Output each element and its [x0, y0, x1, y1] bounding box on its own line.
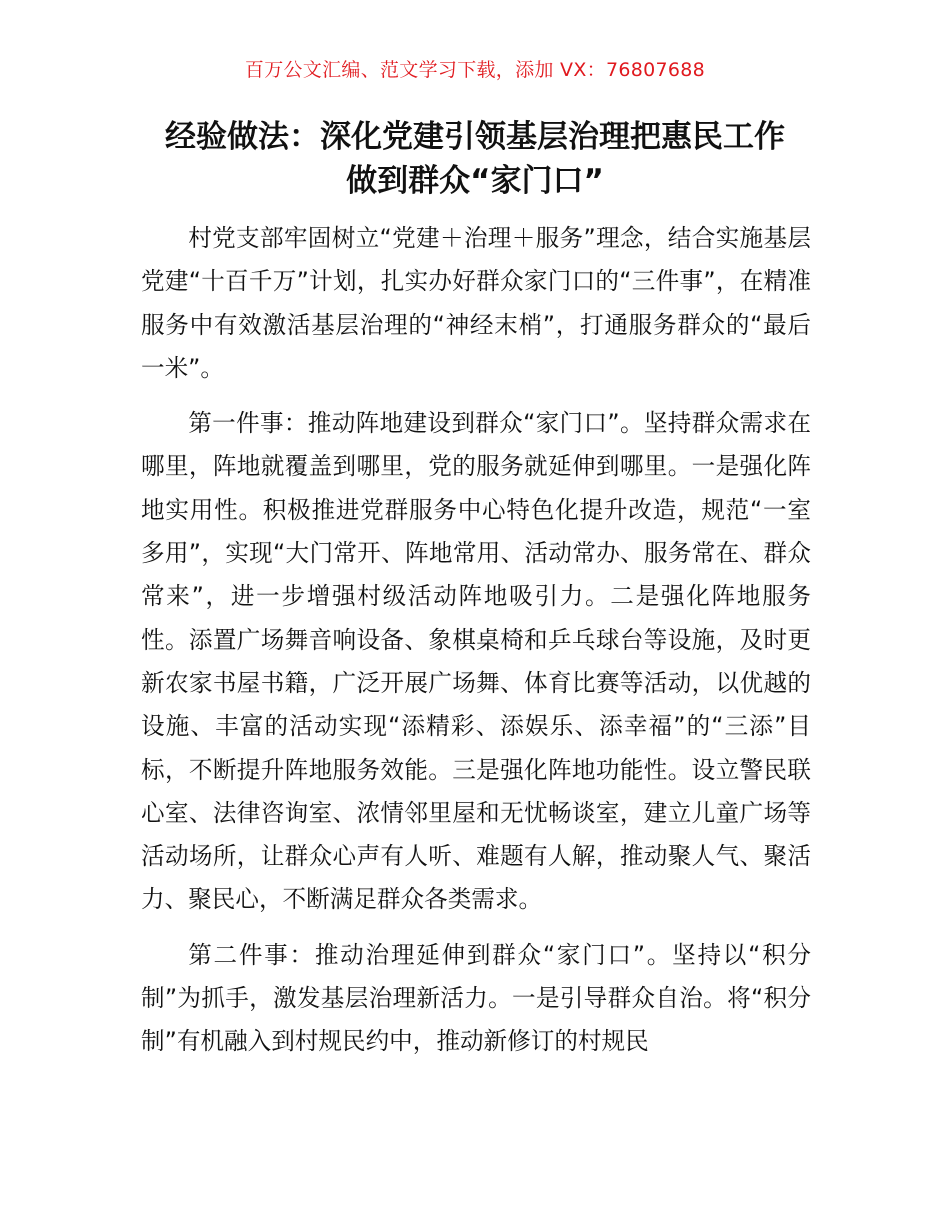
document-title	[120, 115, 830, 203]
paragraph-first-matter: 第一件事：推动阵地建设到群众“家门口”。坚持群众需求在哪里，阵地就覆盖到哪里，党的服务就延伸到哪里。一是强化阵地实用性。积极推进党群服务中心特色化提升改造，规范“一室多用”，实现“大门常开、阵地常用、活动常办、服务常在、群众常来”，进一步增强村级活动阵地吸引力。二是强化阵地服务性。添置广场舞音响设备、象棋桌椅和乒乓球台等设施，及时更新农家书屋书籍，广泛开展广场舞、体育比赛等活动，以优越的设施、丰富的活动实现“添精彩、添娱乐、添幸福”的“三添”目标，不断提升阵地服务效能。三是强化阵地功能性。设立警民联心室、法律咨询室、浓情邻里屋和无忧畅谈室，建立儿童广场等活动场所，让群众心声有人听、难题有人解，推动聚人气、聚活力、聚民心，不断满足群众各类需求。	[141, 409, 811, 914]
title-line-2: 做到群众“家门口”	[346, 163, 604, 199]
paragraph-intro: 村党支部牢固树立“党建＋治理＋服务”理念，结合实施基层党建“十百千万”计划，扎实办好群众家门口的“三件事”，在精准服务中有效激活基层治理的“神经末梢”，打通服务群众的“最后一米”。	[141, 224, 811, 382]
header-banner: 百万公文汇编、范文学习下载，添加 VX：76807688	[244, 59, 706, 81]
paragraph-second-matter: 第二件事：推动治理延伸到群众“家门口”。坚持以“积分制”为抓手，激发基层治理新活力。一是引导群众自治。将“积分制”有机融入到村规民约中，推动新修订的村规民	[141, 940, 811, 1056]
title-line-1: 经验做法：深化党建引领基层治理把惠民工作	[165, 119, 785, 155]
document-body	[141, 217, 811, 1064]
